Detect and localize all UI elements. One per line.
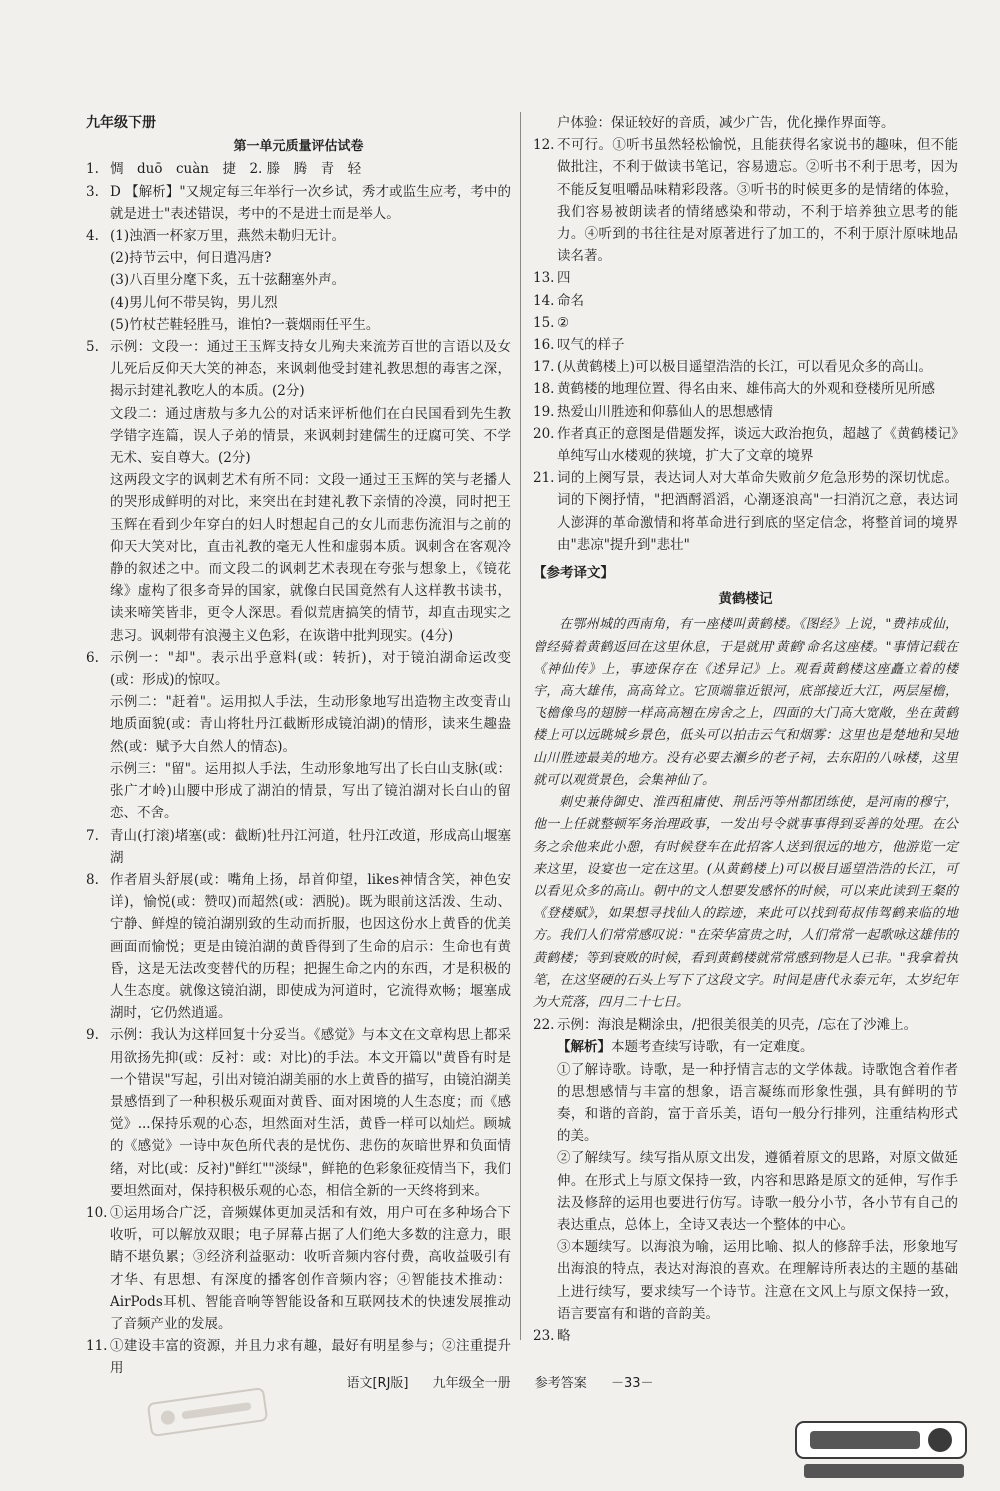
answer-text: 示例：文段一：通过王玉辉支持女儿殉夫来流芳百世的言语以及女儿死后反仰天大笑的神态，来讽刺他受封建礼教思想的毒害之深，揭示封建礼教吃人的本质。(2分) [110, 339, 511, 400]
answer-item [86, 869, 511, 1024]
reference-translation-label: 【参考译文】 [533, 565, 614, 582]
grade-header: 九年级下册 [86, 115, 156, 131]
answer-item [533, 312, 958, 334]
answer-item [533, 356, 958, 378]
answer-item [86, 225, 511, 247]
translation-title: 黄鹤楼记 [718, 591, 773, 608]
answer-item [86, 1202, 511, 1335]
answer-text: 略 [557, 1327, 571, 1344]
answer-item [86, 292, 511, 314]
answer-number: 8. [86, 871, 99, 888]
answer-text: (从黄鹤楼上)可以极目遥望浩浩的长江，可以看见众多的高山。 [557, 359, 933, 376]
answer-item [86, 825, 511, 869]
answer-text: ①建设丰富的资源，并且力求有趣，最好有明星参与；②注重提升用 [110, 1338, 511, 1377]
analysis-text: ②了解续写。续写指从原文出发，遵循着原文的思路，对原文做延伸。在形式上与原文保持一致，内容和思路是原文的延伸，写作手法及修辞的运用也要进行仿写。诗歌一般分小节，各小节有自己的表达重点，总体上，全诗又表达一个整体的中心。 [557, 1150, 958, 1233]
answer-item [533, 378, 958, 400]
page-footer [0, 1372, 1000, 1391]
answer-text: 示例一："却"。表示出乎意料(或：转折)，对于镜泊湖命运改变(或：形成)的惊叹。 [110, 649, 511, 689]
analysis-paragraph [533, 1036, 958, 1058]
answer-item [86, 647, 511, 691]
answer-text: 叹气的样子 [557, 337, 625, 354]
analysis-paragraph [533, 1147, 958, 1236]
answer-item [533, 401, 958, 423]
answer-number: 3. [86, 183, 99, 200]
answer-number: 10. [86, 1204, 108, 1221]
answer-number: 15. [533, 314, 555, 331]
answer-item [86, 181, 511, 225]
answer-item [533, 290, 958, 312]
answer-item [86, 336, 511, 403]
answer-item [86, 247, 511, 269]
answer-item [533, 134, 958, 267]
answer-number: 22. [533, 1017, 555, 1034]
analysis-paragraph [533, 1236, 958, 1325]
answer-text: ② [557, 314, 570, 331]
analysis-text: ①了解诗歌。诗歌，是一种抒情言志的文学体裁。诗歌饱含着作者的思想感情与丰富的想象，语言凝练而形象性强，具有鲜明的节奏，和谐的音韵，富于音乐美，语句一般分行排列，注重结构形式的美。 [557, 1061, 958, 1145]
answer-text: (3)八百里分麾下炙，五十弦翻塞外声。 [110, 272, 346, 289]
answer-text: 示例：海浪是糊涂虫，/把很美很美的贝壳，/忘在了沙滩上。 [557, 1017, 918, 1034]
answer-item [86, 758, 511, 825]
answer-item [86, 469, 511, 647]
answer-number: 4. [86, 228, 99, 245]
answer-number: 9. [86, 1027, 99, 1044]
answer-text: 不可行。①听书虽然轻松愉悦，且能获得名家说书的趣味，但不能做批注，不利于做读书笔记，容易遗忘。②听书不利于思考，因为不能反复咀嚼品味精彩段落。③听书的时候更多的是情绪的体验，我们容易被朗读者的情绪感染和带动，不利于培养独立思考的能力。④听到的书往往是对原著进行了加工的，不利于原汁原味地品读名著。 [557, 137, 958, 265]
right-column [533, 112, 958, 1347]
stamp-logo [145, 1384, 270, 1447]
answer-text: 黄鹤楼的地理位置、得名由来、雄伟高大的外观和登楼所见所感 [557, 381, 935, 398]
answer-text: 这两段文字的讽刺艺术有所不同：文段一通过王玉辉的笑与老播人的哭形成鲜明的对比，来突出在封建礼教下亲情的冷漠，同时把王玉辉在看到少年穿白的妇人时想起自己的女儿而悲伤流泪与之前的仰天大笑对比，直击礼教的毫无人性和虚弱本质。讽刺含在客观冷静的叙述之中。而文段二的讽刺艺术表现在夸张与想象上，《镜花缘》虚构了很多奇异的国家，就像白民国竟然有人这样教书读书，读来啼笑皆非，更令人深思。看似荒唐搞笑的情节，却直击现实之悲习。讽刺带有浪漫主义色彩，在诙谐中批判现实。(4分) [110, 472, 511, 644]
answer-text: 示例二："赶着"。运用拟人手法，生动形象地写出造物主改变青山地质面貌(或：青山将牡丹江截断形成镜泊湖)的情形，读来生趣盎然(或：赋予大自然人的情态)。 [110, 694, 511, 755]
answer-item [86, 269, 511, 291]
answer-number: 16. [533, 337, 555, 354]
answer-text: (2)持节云中，何日遣冯唐? [110, 250, 272, 267]
answer-item [86, 403, 511, 470]
answer-text: 示例：我认为这样回复十分妥当。《感觉》与本文在文章构思上都采用欲扬先抑(或：反衬：或：对比)的手法。本文开篇以"黄昏有时是一个错误"写起，引出对镜泊湖美丽的水上黄昏的描写，由镜泊湖美景感悟到了一种积极乐观面对黄昏、面对困境的人生态度；而《感觉》...保持乐观的心态，坦然面对生活，黄昏一样可以灿烂。顾城的《感觉》一诗中灰色所代表的是忧伤、悲伤的灰暗世界和负面情绪，对比(或：反衬)"鲜红""淡绿"，鲜艳的色彩象征疫情当下，我们要坦然面对，保持积极乐观的心态，相信全新的一天终将到来。 [110, 1027, 511, 1199]
answer-number: 7. [86, 827, 99, 844]
answer-item [86, 1024, 511, 1202]
answer-text: (1)浊酒一杯家万里，燕然未勒归无计。 [110, 228, 346, 245]
answer-text: 惆 duō cuàn 捷 2. 滕 腾 青 轻 [110, 161, 362, 178]
column-divider [520, 112, 521, 1340]
footer-subject: 语文[RJ版] [346, 1376, 409, 1391]
answer-item [86, 314, 511, 336]
answer-number: 14. [533, 292, 555, 309]
answer-number: 20. [533, 425, 555, 442]
analysis-text: ③本题续写。以海浪为喻，运用比喻、拟人的修辞手法，形象地写出海浪的特点，表达对海浪的喜欢。在理解诗所表达的主题的基础上进行续写，要求续写一个诗节。注意在文风上与原文保持一致，语言要富有和谐的音韵美。 [557, 1239, 958, 1322]
answer-number: 11. [86, 1338, 108, 1355]
answer-text: D 【解析】"又规定每三年举行一次乡试，秀才或监生应考，考中的就是进士"表述错误，考中的不是进士而是举人。 [110, 183, 511, 222]
answer-text: 作者真正的意图是借题发挥，谈远大政治抱负，超越了《黄鹤楼记》单纯写山水楼观的狭境，扩大了文章的境界 [557, 425, 958, 465]
right-answer-list [533, 134, 958, 556]
footer-page-number: －33－ [610, 1376, 654, 1391]
footer-section: 参考答案 [534, 1376, 587, 1391]
answer-item [533, 1325, 958, 1347]
answer-number: 18. [533, 381, 555, 398]
answer-continuation: 户体验：保证较好的音质，减少广告，优化操作界面等。 [557, 115, 895, 131]
analysis-block [533, 1036, 958, 1325]
answer-number: 1. [86, 161, 99, 178]
answer-number: 5. [86, 339, 99, 356]
answer-item [86, 158, 511, 180]
answer-text: (5)竹杖芒鞋轻胜马，谁怕?一蓑烟雨任平生。 [110, 316, 380, 333]
answer-text: 示例三："留"。运用拟人手法，生动形象地写出了长白山支脉(或：张广才岭)山腰中形成了湖泊的情景，写出了镜泊湖对长白山的留恋、不舍。 [110, 760, 511, 822]
left-column [86, 112, 511, 1380]
answer-item [533, 1014, 958, 1036]
answer-number: 19. [533, 403, 555, 420]
answer-item [86, 691, 511, 758]
answer-text: 文段二：通过唐敖与多九公的对话来评析他们在白民国看到先生教学错字连篇，误人子弟的情景，来讽刺封建儒生的迂腐可笑、不学无术、妄自尊大。(2分) [110, 405, 511, 467]
answer-item [533, 334, 958, 356]
analysis-paragraph [533, 1059, 958, 1148]
analysis-text: 本题考查续写诗歌，有一定难度。 [611, 1039, 814, 1056]
answer-text: 热爱山川胜迹和仰慕仙人的思想感情 [557, 403, 773, 420]
answer-text: ①运用场合广泛，音频媒体更加灵活和有效，用户可在多种场合下收听，可以解放双眼；电子屏幕占据了人们绝大多数的注意力，眼睛不堪负累；③经济利益驱动：收听音频内容付费，高收益吸引有才华、有思想、有深度的播客创作音频内容；④智能技术推动：AirPods耳机、智能音响等智能设备和互联网技术的快速发展推动了音频产业的发展。 [110, 1204, 511, 1332]
analysis-tag: 【解析】 [557, 1039, 611, 1056]
answer-item [533, 267, 958, 289]
stamp-logo-graphic [145, 1384, 269, 1440]
answer-number: 13. [533, 270, 555, 287]
answer-item [533, 467, 958, 556]
answer-text: 命名 [557, 292, 584, 309]
watermark-logo [790, 1418, 980, 1484]
answer-item [533, 423, 958, 467]
answer-text: 四 [557, 270, 571, 287]
footer-grade: 九年级全一册 [432, 1376, 511, 1391]
answer-number: 17. [533, 359, 555, 376]
answer-text: 青山(打滚)堵塞(或：截断)牡丹江河道，牡丹江改道，形成高山堰塞湖 [110, 827, 511, 866]
answer-number: 23. [533, 1327, 555, 1344]
answer-text: 作者眉头舒展(或：嘴角上扬，昂首仰望，likes神情含笑，神色安详)，愉悦(或：赞叹)而超然(或：洒脱)。既为眼前这活泼、生动、宁静、鲜煌的镜泊湖别致的生动而折服，也因这份水上黄昏的优美画面而愉悦；更是由镜泊湖的黄昏得到了生命的启示：生命也有黄昏，这是无法改变替代的历程；把握生命之内的东西，才是积极的人生态度。就像这镜泊湖，即使成为河道时，它流得欢畅；堰塞成湖时，它仍然逍遥。 [110, 871, 511, 1022]
exam-title: 第一单元质量评估试卷 [233, 139, 364, 155]
answer-number: 12. [533, 137, 555, 154]
translation-paragraph: 刺史兼侍御史、淮西租庸使、荆岳沔等州都团练使，是河南的穆宁，他一上任就整顿军务治理政事，一发出号令就事事得到妥善的处理。在公务之余他来此小憩，有时候登车在此招客人送到很远的地方，他游览一定来这里，设宴也一定在这里。(从黄鹤楼上)可以极目遥望浩浩的长江，可以看见众多的高山。朝中的文人想要发感怀的时候，可以来此读到王粲的《登楼赋》，如果想寻找仙人的踪迹，来此可以找到荀叔伟驾鹤来临的地方。我们人们常常感叹说："在荣华富贵之时，人们常常一起歌咏这雄伟的黄鹤楼；等到衰败的时候，看到黄鹤楼就常常感到物是人已非。"我拿着执笔，在这坚硬的石头上写下了这段文字。时间是唐代永泰元年，太岁纪年为大荒落，四月二十七日。 [533, 795, 958, 1010]
translation-paragraph: 在鄂州城的西南角，有一座楼叫黄鹤楼。《图经》上说，"费祎成仙，曾经骑着黄鹤返回在这里休息，于是就用'黄鹤'命名这座楼。"事情记载在《神仙传》上，事迹保存在《述异记》上。观看黄鹤楼这座矗立着的楼宇，高大雄伟，高高耸立。它顶端靠近银河，底部接近大江，两层屋檐，飞檐像鸟的翅膀一样高高翘在房舍之上，四面的大门高大宽敞，坐在黄鹤楼上可以远眺城乡景色，低头可以拍击云气和烟雾：这里也是楚地和吴地山川胜迹最美的地方。没有必要去瀬乡的老子祠，去东阳的八咏楼，这里就可以观赏景色，会集神仙了。 [533, 617, 958, 788]
answer-text: 词的上阕写景，表达词人对大革命失败前夕危急形势的深切忧虑。词的下阕抒情，"把酒酹滔滔，心潮逐浪高"一扫消沉之意，表达词人澎湃的革命激情和将革命进行到底的坚定信念，将整首词的境界由"悲凉"提升到"悲壮" [557, 470, 958, 553]
answer-number: 21. [533, 470, 555, 487]
left-answer-list [86, 158, 511, 1379]
answer-number: 6. [86, 649, 99, 666]
answer-text: (4)男儿何不带吴钩，男儿烈 [110, 294, 278, 311]
